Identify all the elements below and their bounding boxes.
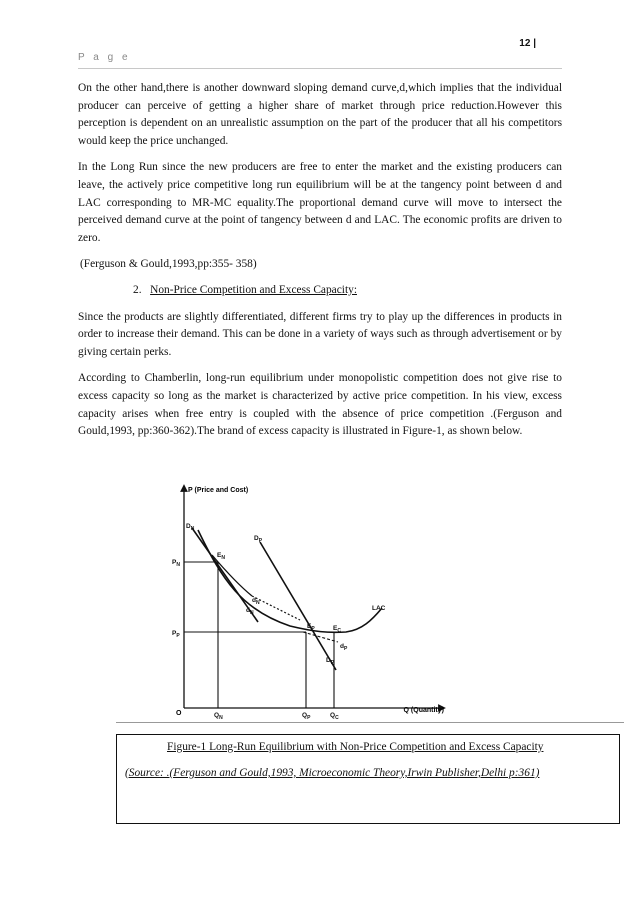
paragraph-1: On the other hand,there is another downward sloping demand curve,d,which implies that the individual producer can perceive of getting a higher share of market through price reduction.However this perception is dependent on an unrealistic assumption on the part of the producer that all his competitors would keep the price unchanged.	[78, 82, 562, 147]
label-lac: LAC	[372, 605, 386, 612]
y-axis-label: P (Price and Cost)	[188, 487, 249, 494]
section-heading	[133, 282, 562, 300]
label-en: $E_N$	[217, 552, 225, 561]
label-dp: $D_P$	[254, 535, 263, 544]
header-rule	[78, 68, 562, 69]
label-dn-lower: $d_N$	[246, 607, 254, 616]
dp-perceived-curve	[303, 632, 338, 642]
caption-box	[116, 734, 620, 824]
label-dn: $D_N$	[186, 523, 195, 532]
section-number: 2.	[133, 283, 142, 296]
label-pp: $P_P$	[172, 630, 180, 639]
label-ep: $E_P$	[307, 623, 315, 632]
origin-label: O	[176, 710, 182, 717]
label-ec: $E_C$	[333, 625, 341, 634]
caption-source: (Source: .(Ferguson and Gould,1993, Microeconomic Theory,Irwin Publisher,Delhi p:361)	[125, 767, 540, 779]
body-text	[78, 80, 562, 450]
page-label: P a g e	[78, 52, 131, 63]
label-dp-lower: $D_P$	[326, 657, 335, 666]
label-dp-small: $d_P$	[340, 643, 348, 652]
label-dn-small: $d_N$	[252, 597, 260, 606]
reference: (Ferguson & Gould,1993,pp:355- 358)	[80, 258, 257, 271]
label-qn: $Q_N$	[214, 712, 223, 720]
paragraph-3: Since the products are slightly differentiated, different firms try to play up the differences in products in order to increase their demand. This can be done in a variety of ways such as through advertisement or by giving certain perks.	[78, 310, 562, 358]
label-pn: $P_N$	[172, 559, 180, 568]
page-number: 12 |	[519, 38, 536, 49]
x-axis-label: Q (Quantity)	[403, 707, 444, 714]
label-qp: $Q_P$	[302, 712, 311, 720]
label-qc: $Q_C$	[330, 712, 339, 720]
paragraph-4: According to Chamberlin, long-run equilibrium under monopolistic competition does not give rise to excess capacity so long as the market is characterized by active price competition. In his view, excess capacity arises when free entry is coupled with the absence of price competition .(Ferguson and Gould,1993, pp:360-362).The brand of excess capacity is illustrated in Figure-1, as shown below.	[78, 372, 562, 438]
paragraph-2: In the Long Run since the new producers are free to enter the market and the existing producers can leave, the actively price competitive long run equilibrium will be at the tangency point between d and LAC corresponding to MR-MC equality.The proportional demand curve will move to intersect the perceived demand curve at the point of tangency between d and LAC. The economic profits are driven to zero.	[78, 161, 562, 244]
section-title: Non-Price Competition and Excess Capacity:	[150, 283, 357, 296]
caption-title: Figure-1 Long-Run Equilibrium with Non-Price Competition and Excess Capacity	[167, 741, 544, 753]
figure-rule	[116, 722, 624, 723]
lac-curve	[198, 530, 382, 632]
excess-capacity-figure	[150, 470, 460, 720]
